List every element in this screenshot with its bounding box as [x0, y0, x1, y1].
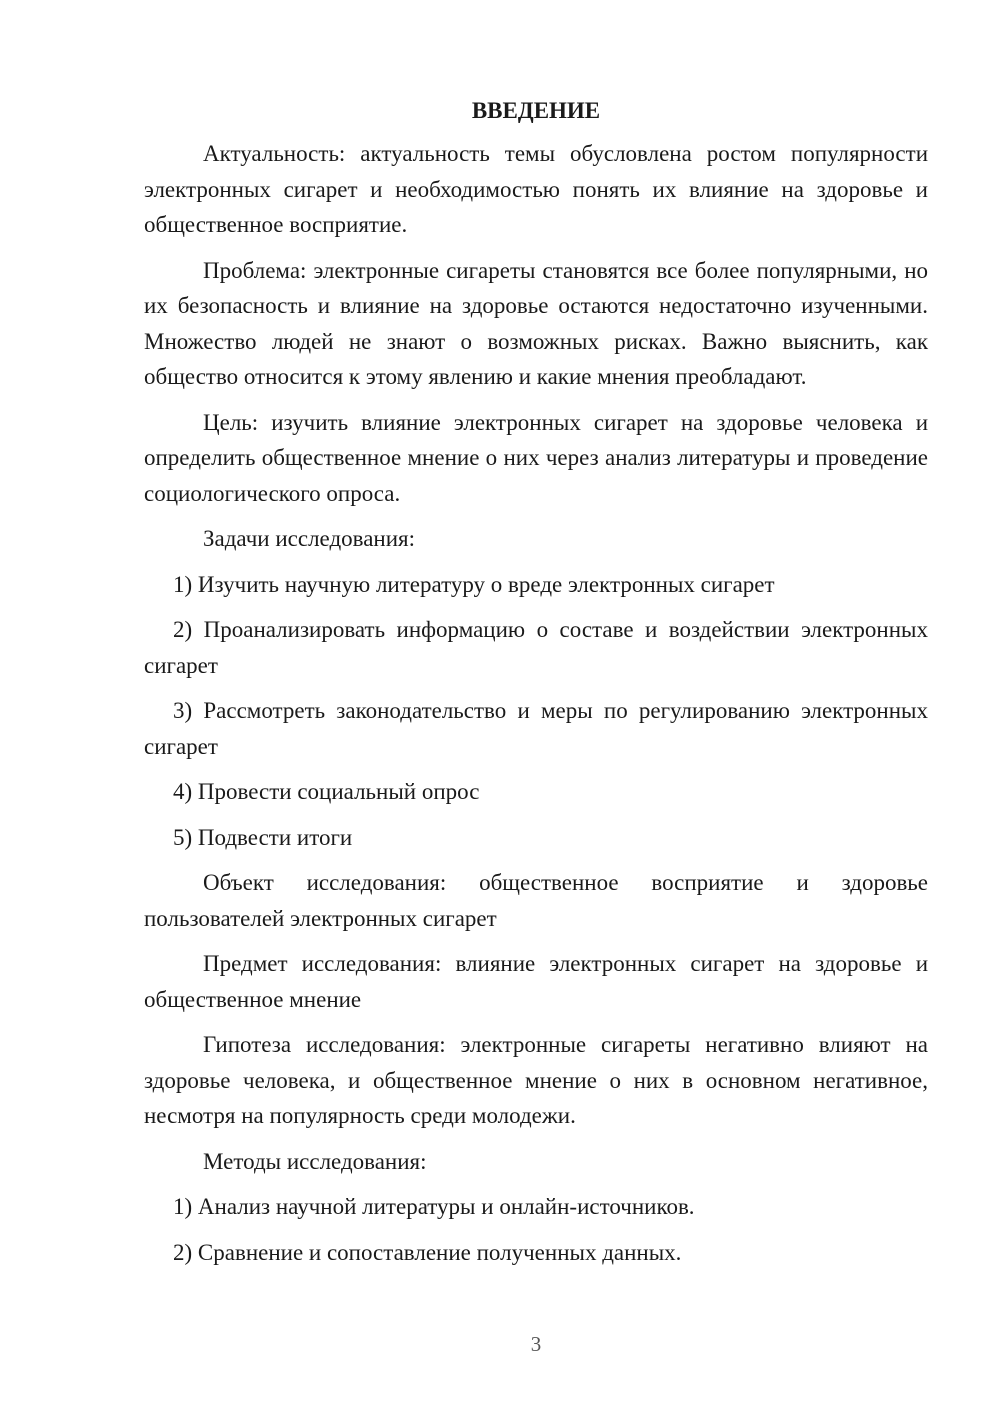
list-item: 2) Сравнение и сопоставление полученных данных.	[173, 1239, 682, 1265]
paragraph-relevance: Актуальность: актуальность темы обусловлена ростом популярности электронных сигарет и необходимостью понять их влияние на здоровье и общественное восприятие.	[144, 141, 928, 237]
list-item: 5) Подвести итоги	[173, 824, 353, 850]
paragraph-goal: Цель: изучить влияние электронных сигарет на здоровье человека и определить общественное мнение о них через анализ литературы и проведение социологического опроса.	[144, 409, 928, 506]
paragraph-tasks-heading: Задачи исследования:	[203, 526, 416, 551]
section-title: ВВЕДЕНИЕ	[471, 98, 601, 123]
paragraph-hypothesis: Гипотеза исследования: электронные сигареты негативно влияют на здоровье человека, и общественное мнение о них в основном негативное, несмотря на популярность среди молодежи.	[144, 1032, 928, 1128]
paragraph-problem: Проблема: электронные сигареты становятся все более популярными, но их безопасность и влияние на здоровье остаются недостаточно изученными. Множество людей не знают о возможных рисках. Важно выяснить, как общество относится к этому явлению и какие мнения преобладают.	[144, 257, 928, 389]
list-item: 4) Провести социальный опрос	[173, 779, 480, 804]
paragraph-methods-heading: Методы исследования:	[203, 1148, 427, 1174]
page-number: 3	[530, 1332, 542, 1356]
list-item: 3) Рассмотреть законодательство и меры по регулированию электронных сигарет	[144, 698, 928, 759]
list-item: 1) Изучить научную литературу о вреде электронных сигарет	[173, 571, 775, 597]
paragraph-subject: Предмет исследования: влияние электронных сигарет на здоровье и общественное мнение	[144, 951, 928, 1012]
page-content	[144, 96, 928, 1280]
paragraph-object: Объект исследования: общественное восприятие и здоровье пользователей электронных сигарет	[144, 870, 928, 931]
list-item: 2) Проанализировать информацию о составе и воздействии электронных сигарет	[144, 617, 928, 678]
list-item: 1) Анализ научной литературы и онлайн-источников.	[173, 1194, 695, 1219]
